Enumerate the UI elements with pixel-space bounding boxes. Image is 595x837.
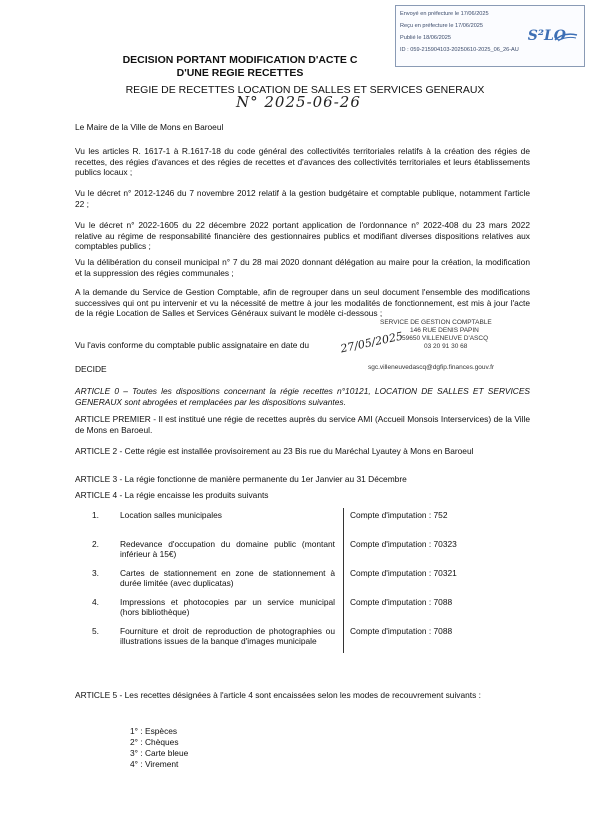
row-code: Compte d'imputation : 70323 bbox=[350, 539, 457, 549]
comptable-email: sgc.villeneuvedascq@dgfip.finances.gouv.fr bbox=[368, 364, 495, 371]
article-2: ARTICLE 2 - Cette régie est installée provisoirement au 23 Bis rue du Maréchal Lyautey à Mons en Baroeul bbox=[75, 446, 474, 456]
s2lo-logo: S²LO bbox=[527, 28, 566, 44]
comptable-stamp-line: 03 20 91 30 68 bbox=[424, 343, 468, 350]
article-3: ARTICLE 3 - La régie fonctionne de manière permanente du 1er Janvier au 31 Décembre bbox=[75, 474, 407, 484]
handwritten-date: 27/05/2025 bbox=[339, 329, 405, 356]
row-label: Redevance d'occupation du domaine public (montant inférieur à 15€) bbox=[120, 537, 344, 566]
visa-5: A la demande du Service de Gestion Comptable, afin de regrouper dans un seul document l'ensemble des modifications successives qui ont pu intervenir et vu la nécessité de mettre à jour les modalités de fonctionnement, est mis à jour l'acte de la régie Location de Salles et Services Généraux suivant le modèle ci-dessous ; bbox=[75, 287, 530, 319]
row-code: Compte d'imputation : 70321 bbox=[350, 568, 457, 578]
list-item: 4° : Virement bbox=[130, 759, 179, 769]
decision-title bbox=[80, 54, 400, 80]
visa-6: Vu l'avis conforme du comptable public assignataire en date du bbox=[75, 340, 310, 350]
list-item: 1° : Espèces bbox=[130, 726, 178, 736]
decide-heading: DECIDE bbox=[75, 364, 107, 374]
payment-modes-list bbox=[130, 726, 188, 770]
visa-1: Vu les articles R. 1617-1 à R.1617-18 du code général des collectivités territoriales relatifs à la création des régies de recettes, des régies d'avances et des régies de recettes et d'avances des collectivités territoriales et leurs établissements publics locaux ; bbox=[75, 146, 530, 178]
row-code: Compte d'imputation : 752 bbox=[350, 510, 448, 520]
stamp-line: Envoyé en préfecture le 17/06/2025 bbox=[400, 11, 489, 17]
swoosh-icon bbox=[554, 32, 578, 42]
row-number: 4. bbox=[92, 597, 99, 607]
row-label: Impressions et photocopies par un service municipal (hors bibliothèque) bbox=[120, 595, 344, 624]
row-code: Compte d'imputation : 7088 bbox=[350, 626, 453, 636]
table-row bbox=[90, 624, 530, 653]
stamp-line: Reçu en préfecture le 17/06/2025 bbox=[400, 23, 484, 29]
visa-3: Vu le décret n° 2022-1605 du 22 décembre 2022 portant application de l'ordonnance n° 2022-408 du 23 mars 2022 relative au régime de responsabilité financière des gestionnaires publics et modifiant diverses dispositions relatives aux comptables publics ; bbox=[75, 220, 530, 252]
author-line: Le Maire de la Ville de Mons en Baroeul bbox=[75, 122, 224, 132]
row-number: 5. bbox=[92, 626, 99, 636]
title-line-1: DECISION PORTANT MODIFICATION D'ACTE C bbox=[122, 54, 358, 66]
handwritten-decision-number: N° 2025-06-26 bbox=[236, 93, 361, 111]
list-item: 3° : Carte bleue bbox=[130, 748, 189, 758]
table-row bbox=[90, 566, 530, 595]
list-item: 2° : Chèques bbox=[130, 737, 179, 747]
row-code: Compte d'imputation : 7088 bbox=[350, 597, 453, 607]
comptable-stamp-line: 146 RUE DENIS PAPIN bbox=[410, 327, 479, 334]
article-1: ARTICLE PREMIER - Il est institué une régie de recettes auprès du service AMI (Accueil Monsois Interservices) de la Ville de Mons en Baroeul. bbox=[75, 414, 530, 435]
table-row bbox=[90, 595, 530, 624]
row-number: 2. bbox=[92, 539, 99, 549]
stamp-line: ID : 059-215904103-20250610-2025_06_26-AU bbox=[400, 47, 519, 53]
table-row bbox=[90, 508, 530, 537]
row-label: Location salles municipales bbox=[120, 508, 344, 537]
article-5: ARTICLE 5 - Les recettes désignées à l'article 4 sont encaissées selon les modes de recouvrement suivants : bbox=[75, 690, 481, 700]
article-0: ARTICLE 0 – Toutes les dispositions concernant la régie recettes n°10121, LOCATION DE SALLES ET SERVICES GENERAUX sont abrogées et remplacées par les dispositions suivantes. bbox=[75, 386, 530, 407]
row-number: 3. bbox=[92, 568, 99, 578]
comptable-stamp-line: 59650 VILLENEUVE D'ASCQ bbox=[402, 335, 489, 342]
prefecture-stamp bbox=[395, 5, 585, 67]
row-number: 1. bbox=[92, 510, 99, 520]
visa-4: Vu la délibération du conseil municipal n° 7 du 28 mai 2020 donnant délégation au maire pour la création, la modification et la suppression des régies communales ; bbox=[75, 257, 530, 278]
produits-table bbox=[90, 508, 530, 653]
comptable-stamp-line: SERVICE DE GESTION COMPTABLE bbox=[380, 319, 492, 326]
row-label: Fourniture et droit de reproduction de photographies ou illustrations issues de la banque d'images municipale bbox=[120, 624, 344, 653]
article-4: ARTICLE 4 - La régie encaisse les produits suivants bbox=[75, 490, 269, 500]
table-row bbox=[90, 537, 530, 566]
stamp-line: Publié le 18/06/2025 bbox=[400, 35, 452, 41]
title-line-2: D'UNE REGIE RECETTES bbox=[176, 67, 304, 79]
regie-subtitle: REGIE DE RECETTES LOCATION DE SALLES ET SERVICES GENERAUX bbox=[125, 84, 485, 96]
visa-2: Vu le décret n° 2012-1246 du 7 novembre 2012 relatif à la gestion budgétaire et comptable publique, notamment l'article 22 ; bbox=[75, 188, 530, 209]
row-label: Cartes de stationnement en zone de stationnement à durée limitée (avec duplicatas) bbox=[120, 566, 344, 595]
